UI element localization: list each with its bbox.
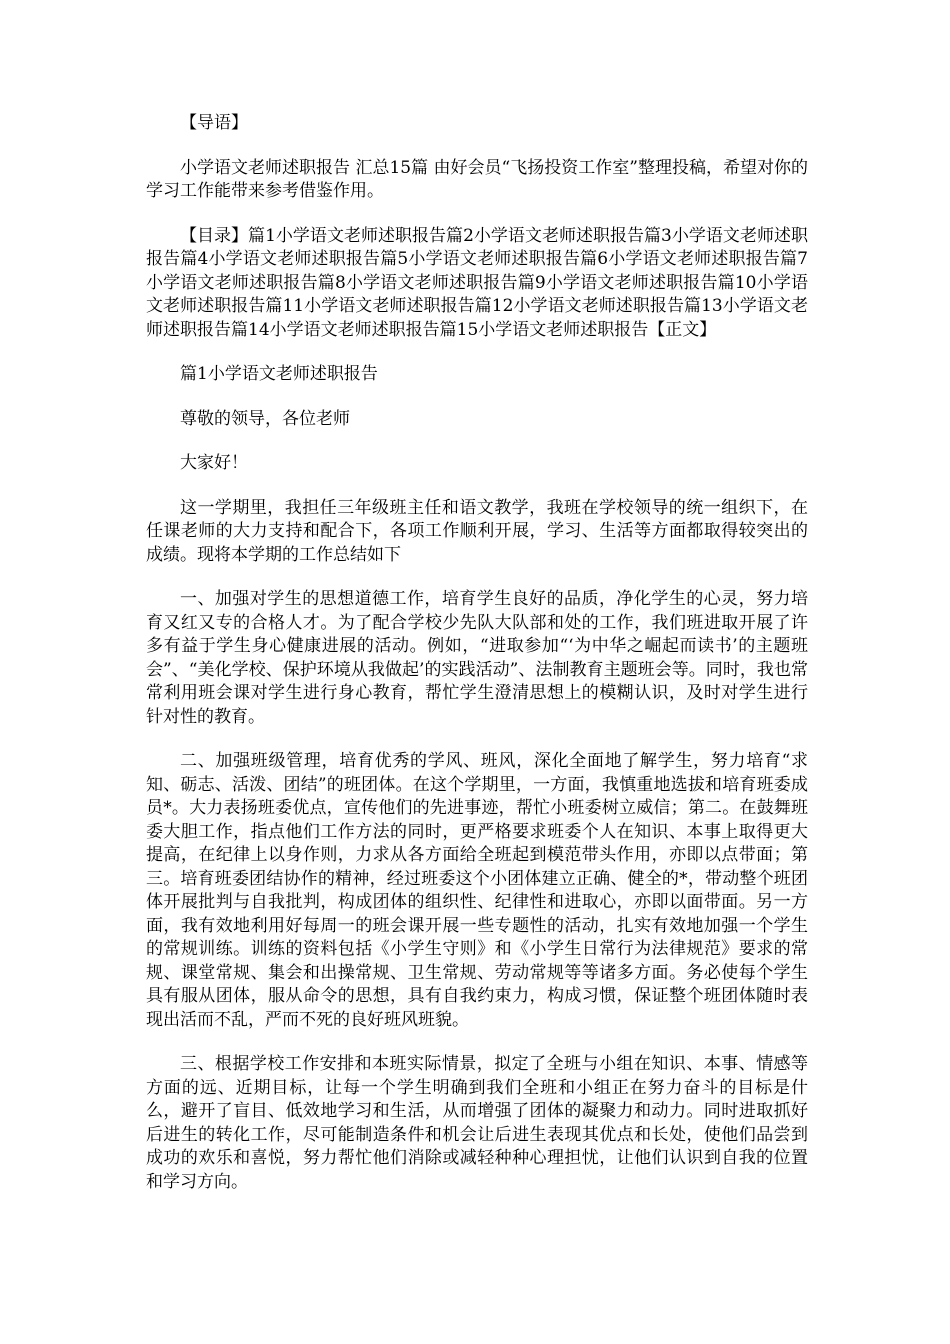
body-paragraph: 这一学期里，我担任三年级班主任和语文教学，我班在学校领导的统一组织下，在任课老师的大力支持和配合下，各项工作顺利开展，学习、生活等方面都取得较突出的成绩。现将本学期的工作总结如下 <box>146 497 808 565</box>
body-paragraph: 一、加强对学生的思想道德工作，培育学生良好的品质，净化学生的心灵，努力培育又红又专的合格人才。为了配合学校少先队大队部和处的工作，我们班进取开展了许多有益于学生身心健康进展的活动。例如，“进取参加“‘为中华之崛起而读书’的主题班会”、“美化学校、保护环境从我做起’的实践活动”、法制教育主题班会等。同时，我也常常利用班会课对学生进行身心教育，帮忙学生澄清思想上的模糊认识，及时对学生进行针对性的教育。 <box>146 589 808 727</box>
section-title: 篇1小学语文老师述职报告 <box>180 364 378 384</box>
table-of-contents: 【目录】篇1小学语文老师述职报告篇2小学语文老师述职报告篇3小学语文老师述职报告篇4小学语文老师述职报告篇5小学语文老师述职报告篇6小学语文老师述职报告篇7小学语文老师述职报告篇8小学语文老师述职报告篇9小学语文老师述职报告篇10小学语文老师述职报告篇11小学语文老师述职报告篇12小学语文老师述职报告篇13小学语文老师述职报告篇14小学语文老师述职报告篇15小学语文老师述职报告【正文】 <box>146 225 808 340</box>
greeting: 大家好！ <box>180 453 248 473</box>
document-body <box>146 112 808 1215</box>
intro-text: 小学语文老师述职报告 汇总15篇 由好会员“飞扬投资工作室”整理投稿，希望对你的学习工作能带来参考借鉴作用。 <box>146 157 808 201</box>
body-paragraph: 三、根据学校工作安排和本班实际情景，拟定了全班与小组在知识、本事、情感等方面的远、近期目标，让每一个学生明确到我们全班和小组正在努力奋斗的目标是什么，避开了盲目、低效地学习和生活，从而增强了团体的凝聚力和动力。同时进取抓好后进生的转化工作，尽可能制造条件和机会让后进生表现其优点和长处，使他们品尝到成功的欢乐和喜悦，努力帮忙他们消除或减轻种种心理担忧，让他们认识到自我的位置和学习方向。 <box>146 1054 808 1192</box>
salutation: 尊敬的领导，各位老师 <box>180 408 350 429</box>
body-paragraph: 二、加强班级管理，培育优秀的学风、班风，深化全面地了解学生，努力培育“求知、砺志、活泼、团结”的班团体。在这个学期里，一方面，我慎重地选拔和培育班委成员*。大力表扬班委优点，宣传他们的先进事迹，帮忙小班委树立威信；第二。在鼓舞班委大胆工作，指点他们工作方法的同时，更严格要求班委个人在知识、本事上取得更大提高，在纪律上以身作则，力求从各方面给全班起到模范带头作用，亦即以点带面；第三。培育班委团结协作的精神，经过班委这个小团体建立正确、健全的*，带动整个班团体开展批判与自我批判，构成团体的组织性、纪律性和进取心，亦即以面带面。另一方面，我有效地利用好每周一的班会课开展一些专题性的活动，扎实有效地加强一个学生的常规训练。训练的资料包括《小学生守则》和《小学生日常行为法律规范》要求的常规、课堂常规、集会和出操常规、卫生常规、劳动常规等等诸多方面。务必使每个学生具有服从团体，服从命令的思想，具有自我约束力，构成习惯，保证整个班团体随时表现出活而不乱，严而不死的良好班风班貌。 <box>146 751 808 1030</box>
intro-heading: 【导语】 <box>180 113 248 133</box>
